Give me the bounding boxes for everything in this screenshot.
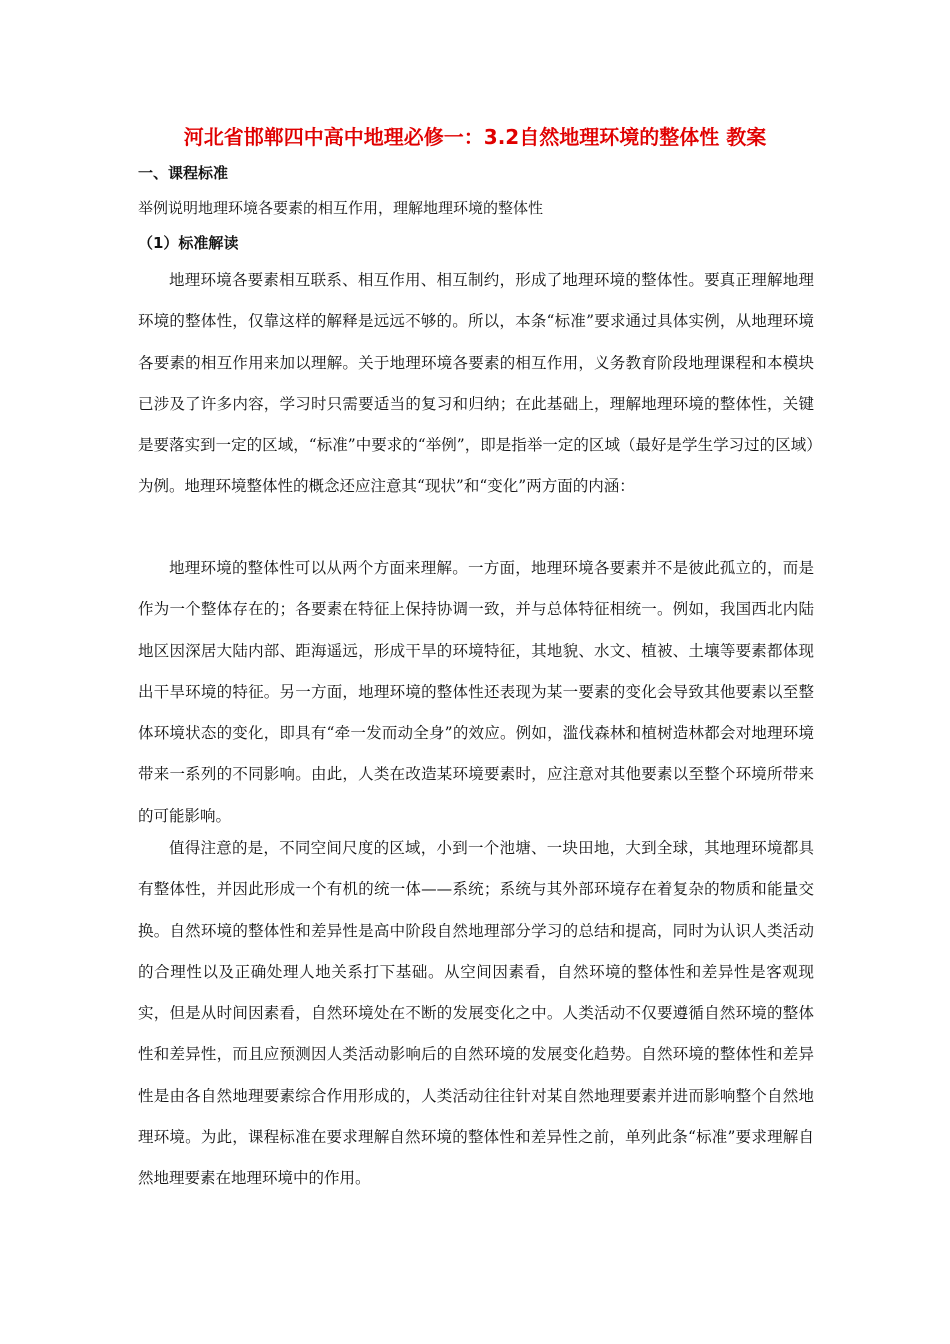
- paragraph-1: 地理环境各要素相互联系、相互作用、相互制约，形成了地理环境的整体性。要真正理解地理环境的整体性，仅靠这样的解释是远远不够的。所以，本条“标准”要求通过具体实例，从地理环境各要素的相互作用来加以理解。关于地理环境各要素的相互作用，义务教育阶段地理课程和本模块已涉及了许多内容，学习时只需要适当的复习和归纳；在此基础上，理解地理环境的整体性，关键是要落实到一定的区域，“标准”中要求的“举例”，即是指举一定的区域（最好是学生学习过的区域）为例。地理环境整体性的概念还应注意其“现状”和“变化”两方面的内涵：: [138, 271, 814, 496]
- document-title: 河北省邯郸四中高中地理必修一：3.2自然地理环境的整体性 教案: [183, 125, 767, 149]
- standard-statement: 举例说明地理环境各要素的相互作用，理解地理环境的整体性: [138, 199, 544, 217]
- paragraph-2: 地理环境的整体性可以从两个方面来理解。一方面，地理环境各要素并不是彼此孤立的，而是作为一个整体存在的；各要素在特征上保持协调一致，并与总体特征相统一。例如，我国西北内陆地区因深居大陆内部、距海遥远，形成干旱的环境特征，其地貌、水文、植被、土壤等要素都体现出干旱环境的特征。另一方面，地理环境的整体性还表现为某一要素的变化会导致其他要素以至整体环境状态的变化，即具有“牵一发而动全身”的效应。例如，滥伐森林和植树造林都会对地理环境带来一系列的不同影响。由此，人类在改造某环境要素时，应注意对其他要素以至整个环境所带来的可能影响。: [138, 559, 814, 825]
- paragraph-3: 值得注意的是，不同空间尺度的区域，小到一个池塘、一块田地，大到全球，其地理环境都具有整体性，并因此形成一个有机的统一体——系统；系统与其外部环境存在着复杂的物质和能量交换。自然环境的整体性和差异性是高中阶段自然地理部分学习的总结和提高，同时为认识人类活动的合理性以及正确处理人地关系打下基础。从空间因素看，自然环境的整体性和差异性是客观现实，但是从时间因素看，自然环境处在不断的发展变化之中。人类活动不仅要遵循自然环境的整体性和差异性，而且应预测因人类活动影响后的自然环境的发展变化趋势。自然环境的整体性和差异性是由各自然地理要素综合作用形成的，人类活动往往针对某自然地理要素并进而影响整个自然地理环境。为此，课程标准在要求理解自然环境的整体性和差异性之前，单列此条“标准”要求理解自然地理要素在地理环境中的作用。: [138, 839, 814, 1188]
- section-heading-curriculum-standard: 一、课程标准: [138, 164, 229, 182]
- subsection-heading-standard-interpretation: （1）标准解读: [138, 234, 239, 252]
